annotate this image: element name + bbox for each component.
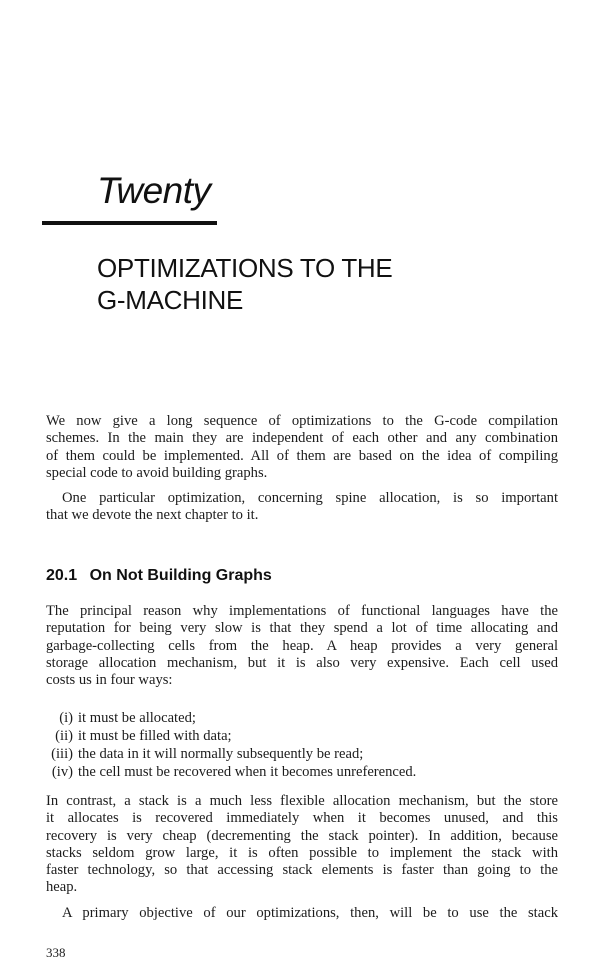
text-line: We now give a long sequence of optimizations to the G-code compilation xyxy=(46,413,558,429)
chapter-title-line: G-MACHINE xyxy=(97,285,244,315)
intro-paragraph-2 xyxy=(46,490,558,525)
text-line: schemes. In the main they are independent of each other and any combination xyxy=(46,430,558,447)
chapter-title xyxy=(97,252,392,316)
list-item xyxy=(46,727,558,745)
chapter-title-line: OPTIMIZATIONS TO THE xyxy=(97,253,393,283)
text-line: recovery is very cheap (decrementing the stack pointer). In addition, because xyxy=(46,827,558,844)
text-line: heap. xyxy=(46,879,78,896)
page-number: 338 xyxy=(46,945,66,960)
cost-list xyxy=(46,709,558,781)
text-line: faster technology, so that accessing stack elements is faster than going to the xyxy=(46,862,558,879)
section-title: On Not Building Graphs xyxy=(89,567,272,584)
section-paragraph-3 xyxy=(46,905,558,922)
list-item xyxy=(46,709,558,727)
chapter-rule xyxy=(42,221,217,225)
text-line: One particular optimization, concerning spine allocation, is so important xyxy=(62,490,558,506)
list-text: the cell must be recovered when it becomes unreferenced. xyxy=(78,764,417,780)
list-marker: (ii) xyxy=(55,728,73,744)
section-number: 20.1 xyxy=(46,567,78,584)
text-line: that we devote the next chapter to it. xyxy=(46,507,259,524)
list-item xyxy=(46,745,558,763)
text-line: In contrast, a stack is a much less flexible allocation mechanism, but the store xyxy=(46,793,558,809)
list-marker: (i) xyxy=(59,710,73,726)
list-item xyxy=(46,763,558,781)
text-line: it allocates is recovered immediately when it becomes unused, and this xyxy=(46,810,558,827)
text-line: costs us in four ways: xyxy=(46,672,173,689)
list-text: it must be filled with data; xyxy=(78,728,232,744)
section-paragraph-2 xyxy=(46,793,558,897)
text-line: special code to avoid building graphs. xyxy=(46,464,268,481)
text-line: garbage-collecting cells from the heap. A heap provides a very general xyxy=(46,637,558,654)
text-line: stacks seldom grow large, it is often possible to implement the stack with xyxy=(46,844,558,861)
text-line: The principal reason why implementations of functional languages have the xyxy=(46,603,558,619)
text-line: A primary objective of our optimizations, then, will be to use the stack xyxy=(62,905,558,921)
chapter-number: Twenty xyxy=(97,170,211,211)
list-text: it must be allocated; xyxy=(78,710,196,726)
list-marker: (iii) xyxy=(51,746,73,762)
intro-paragraph-1 xyxy=(46,413,558,482)
text-line: of them could be implemented. All of them are based on the idea of compiling xyxy=(46,447,558,464)
section-paragraph-1 xyxy=(46,603,558,689)
text-line: storage allocation mechanism, but it is also very expensive. Each cell used xyxy=(46,654,558,671)
section-heading xyxy=(46,567,272,585)
list-marker: (iv) xyxy=(51,764,73,780)
list-text: the data in it will normally subsequently be read; xyxy=(78,746,364,762)
text-line: reputation for being very slow is that they spend a lot of time allocating and xyxy=(46,620,558,637)
